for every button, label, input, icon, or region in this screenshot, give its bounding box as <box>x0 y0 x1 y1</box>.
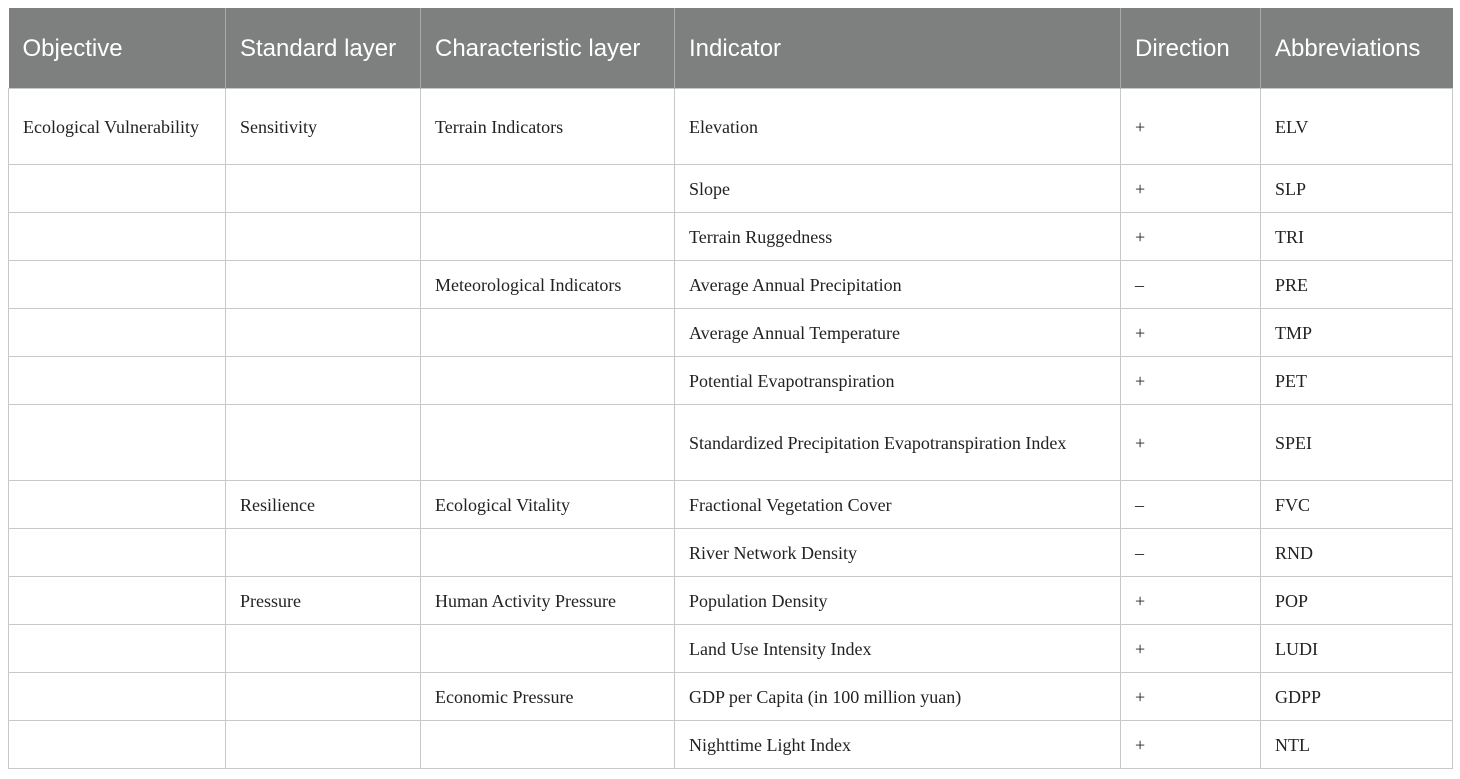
cell-abbreviation: LUDI <box>1261 625 1453 673</box>
cell-characteristic-layer <box>421 721 675 769</box>
cell-objective <box>9 721 226 769</box>
cell-characteristic-layer: Economic Pressure <box>421 673 675 721</box>
cell-characteristic-layer: Meteorological Indicators <box>421 261 675 309</box>
cell-direction: + <box>1121 357 1261 405</box>
cell-characteristic-layer: Ecological Vitality <box>421 481 675 529</box>
cell-indicator: Elevation <box>675 89 1121 165</box>
cell-direction: + <box>1121 213 1261 261</box>
cell-characteristic-layer <box>421 529 675 577</box>
cell-abbreviation: TMP <box>1261 309 1453 357</box>
cell-abbreviation: PET <box>1261 357 1453 405</box>
cell-objective <box>9 625 226 673</box>
cell-abbreviation: NTL <box>1261 721 1453 769</box>
table-row <box>9 213 1453 261</box>
cell-standard-layer <box>226 721 421 769</box>
cell-characteristic-layer <box>421 405 675 481</box>
cell-direction: – <box>1121 529 1261 577</box>
cell-characteristic-layer <box>421 625 675 673</box>
cell-indicator: Fractional Vegetation Cover <box>675 481 1121 529</box>
cell-indicator: Potential Evapotranspiration <box>675 357 1121 405</box>
cell-direction: + <box>1121 165 1261 213</box>
cell-abbreviation: SPEI <box>1261 405 1453 481</box>
cell-direction: + <box>1121 625 1261 673</box>
cell-objective <box>9 529 226 577</box>
cell-indicator: River Network Density <box>675 529 1121 577</box>
table-row <box>9 357 1453 405</box>
cell-direction: + <box>1121 309 1261 357</box>
cell-standard-layer <box>226 673 421 721</box>
indicator-table <box>8 8 1453 769</box>
cell-objective <box>9 213 226 261</box>
cell-abbreviation: GDPP <box>1261 673 1453 721</box>
cell-characteristic-layer: Human Activity Pressure <box>421 577 675 625</box>
cell-abbreviation: SLP <box>1261 165 1453 213</box>
cell-abbreviation: PRE <box>1261 261 1453 309</box>
header-characteristic-layer: Characteristic layer <box>421 8 675 89</box>
cell-direction: + <box>1121 721 1261 769</box>
cell-standard-layer: Pressure <box>226 577 421 625</box>
cell-objective <box>9 261 226 309</box>
header-row <box>9 8 1453 89</box>
table-row <box>9 721 1453 769</box>
table-row <box>9 89 1453 165</box>
cell-abbreviation: ELV <box>1261 89 1453 165</box>
cell-abbreviation: FVC <box>1261 481 1453 529</box>
cell-objective: Ecological Vulnerability <box>9 89 226 165</box>
cell-indicator: Land Use Intensity Index <box>675 625 1121 673</box>
cell-objective <box>9 577 226 625</box>
header-standard-layer: Standard layer <box>226 8 421 89</box>
cell-indicator: Nighttime Light Index <box>675 721 1121 769</box>
cell-standard-layer <box>226 261 421 309</box>
cell-characteristic-layer <box>421 165 675 213</box>
cell-standard-layer <box>226 309 421 357</box>
table-body <box>9 89 1453 769</box>
header-indicator: Indicator <box>675 8 1121 89</box>
cell-indicator: GDP per Capita (in 100 million yuan) <box>675 673 1121 721</box>
header-direction: Direction <box>1121 8 1261 89</box>
cell-abbreviation: POP <box>1261 577 1453 625</box>
cell-indicator: Average Annual Precipitation <box>675 261 1121 309</box>
cell-standard-layer <box>226 405 421 481</box>
cell-abbreviation: RND <box>1261 529 1453 577</box>
cell-indicator: Average Annual Temperature <box>675 309 1121 357</box>
cell-objective <box>9 357 226 405</box>
cell-direction: – <box>1121 481 1261 529</box>
cell-direction: + <box>1121 405 1261 481</box>
table-row <box>9 529 1453 577</box>
cell-characteristic-layer <box>421 357 675 405</box>
cell-standard-layer <box>226 625 421 673</box>
cell-characteristic-layer: Terrain Indicators <box>421 89 675 165</box>
cell-abbreviation: TRI <box>1261 213 1453 261</box>
table-row <box>9 481 1453 529</box>
cell-direction: + <box>1121 577 1261 625</box>
cell-objective <box>9 673 226 721</box>
cell-objective <box>9 165 226 213</box>
cell-standard-layer: Resilience <box>226 481 421 529</box>
cell-direction: + <box>1121 89 1261 165</box>
cell-standard-layer <box>226 165 421 213</box>
cell-characteristic-layer <box>421 213 675 261</box>
cell-standard-layer: Sensitivity <box>226 89 421 165</box>
cell-standard-layer <box>226 357 421 405</box>
cell-indicator: Slope <box>675 165 1121 213</box>
cell-standard-layer <box>226 213 421 261</box>
cell-indicator: Terrain Ruggedness <box>675 213 1121 261</box>
cell-indicator: Population Density <box>675 577 1121 625</box>
table-row <box>9 261 1453 309</box>
cell-indicator: Standardized Precipitation Evapotranspiration Index <box>675 405 1121 481</box>
cell-objective <box>9 481 226 529</box>
table-row <box>9 405 1453 481</box>
table-row <box>9 673 1453 721</box>
cell-direction: + <box>1121 673 1261 721</box>
table-row <box>9 625 1453 673</box>
table-row <box>9 577 1453 625</box>
cell-direction: – <box>1121 261 1261 309</box>
table-row <box>9 165 1453 213</box>
indicator-table-container <box>8 8 1452 769</box>
cell-characteristic-layer <box>421 309 675 357</box>
table-header <box>9 8 1453 89</box>
header-abbreviations: Abbreviations <box>1261 8 1453 89</box>
cell-standard-layer <box>226 529 421 577</box>
header-objective: Objective <box>9 8 226 89</box>
cell-objective <box>9 405 226 481</box>
table-row <box>9 309 1453 357</box>
cell-objective <box>9 309 226 357</box>
